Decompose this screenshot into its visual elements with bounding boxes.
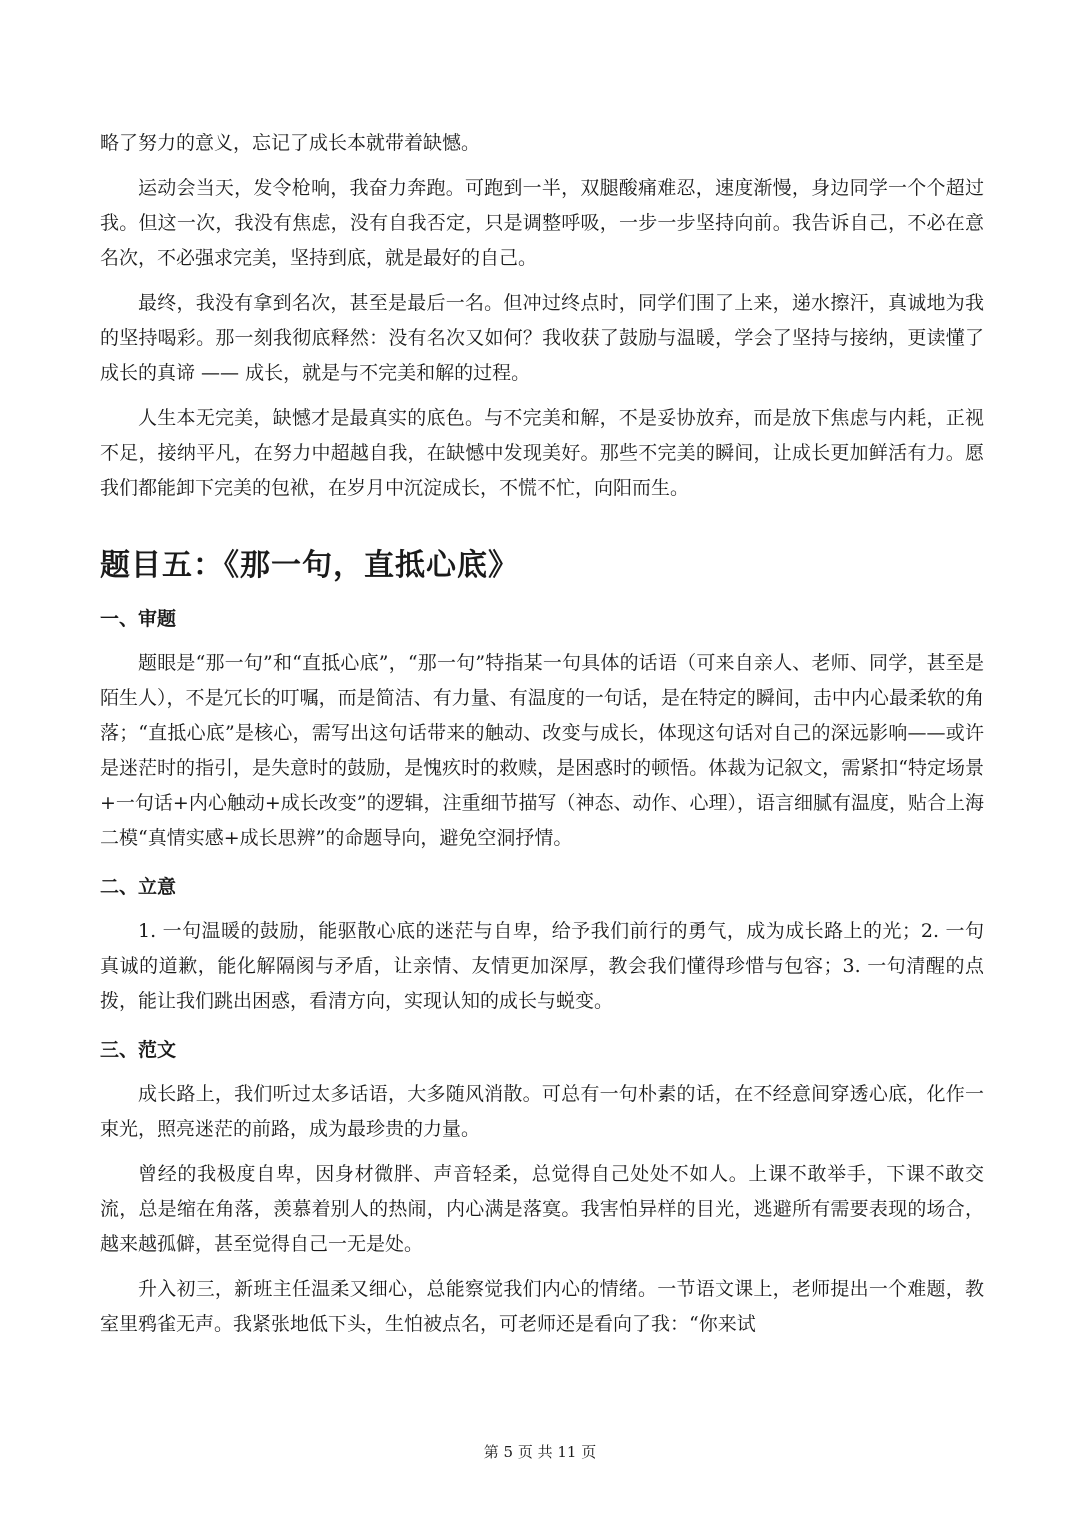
paragraph: 最终，我没有拿到名次，甚至是最后一名。但冲过终点时，同学们围了上来，递水擦汗，真诚地为我的坚持喝彩。那一刻我彻底释然：没有名次又如何？我收获了鼓励与温暖，学会了坚持与接纳，更读懂了成长的真谛 —— 成长，就是与不完美和解的过程。 <box>100 292 984 384</box>
paragraph: 人生本无完美，缺憾才是最真实的底色。与不完美和解，不是妥协放弃，而是放下焦虑与内耗，正视不足，接纳平凡，在努力中超越自我，在缺憾中发现美好。那些不完美的瞬间，让成长更加鲜活有力。愿我们都能卸下完美的包袱，在岁月中沉淀成长，不慌不忙，向阳而生。 <box>100 407 984 499</box>
topic-title: 题目五：《那一句，直抵心底》 <box>100 548 519 583</box>
section-heading-sample: 三、范文 <box>100 1039 177 1061</box>
paragraph: 成长路上，我们听过太多话语，大多随风消散。可总有一句朴素的话，在不经意间穿透心底，化作一束光，照亮迷茫的前路，成为最珍贵的力量。 <box>100 1083 984 1140</box>
section-heading-review: 一、审题 <box>100 608 177 630</box>
section-heading-theme: 二、立意 <box>100 876 177 898</box>
paragraph: 运动会当天，发令枪响，我奋力奔跑。可跑到一半，双腿酸痛难忍，速度渐慢，身边同学一个个超过我。但这一次，我没有焦虑，没有自我否定，只是调整呼吸，一步一步坚持向前。我告诉自己，不必在意名次，不必强求完美，坚持到底，就是最好的自己。 <box>100 177 984 269</box>
page-number: 第 5 页 共 11 页 <box>483 1443 597 1461</box>
document-page <box>100 126 984 1342</box>
paragraph: 题眼是“那一句”和“直抵心底”，“那一句”特指某一句具体的话语（可来自亲人、老师、同学，甚至是陌生人），不是冗长的叮嘱，而是简洁、有力量、有温度的一句话，是在特定的瞬间，击中内心最柔软的角落；“直抵心底”是核心，需写出这句话带来的触动、改变与成长，体现这句话对自己的深远影响——或许是迷茫时的指引，是失意时的鼓励，是愧疚时的救赎，是困惑时的顿悟。体裁为记叙文，需紧扣“特定场景+一句话+内心触动+成长改变”的逻辑，注重细节描写（神态、动作、心理），语言细腻有温度，贴合上海二模“真情实感+成长思辨”的命题导向，避免空洞抒情。 <box>100 652 984 849</box>
paragraph: 曾经的我极度自卑，因身材微胖、声音轻柔，总觉得自己处处不如人。上课不敢举手，下课不敢交流，总是缩在角落，羡慕着别人的热闹，内心满是落寞。我害怕异样的目光，逃避所有需要表现的场合，越来越孤僻，甚至觉得自己一无是处。 <box>100 1163 984 1255</box>
paragraph-continued: 略了努力的意义，忘记了成长本就带着缺憾。 <box>100 132 481 154</box>
paragraph: 升入初三，新班主任温柔又细心，总能察觉我们内心的情绪。一节语文课上，老师提出一个难题，教室里鸦雀无声。我紧张地低下头，生怕被点名，可老师还是看向了我：“你来试 <box>100 1278 984 1335</box>
paragraph: 1. 一句温暖的鼓励，能驱散心底的迷茫与自卑，给予我们前行的勇气，成为成长路上的光；2. 一句真诚的道歉，能化解隔阂与矛盾，让亲情、友情更加深厚，教会我们懂得珍惜与包容；3. 一句清醒的点拨，能让我们跳出困惑，看清方向，实现认知的成长与蜕变。 <box>100 920 984 1012</box>
